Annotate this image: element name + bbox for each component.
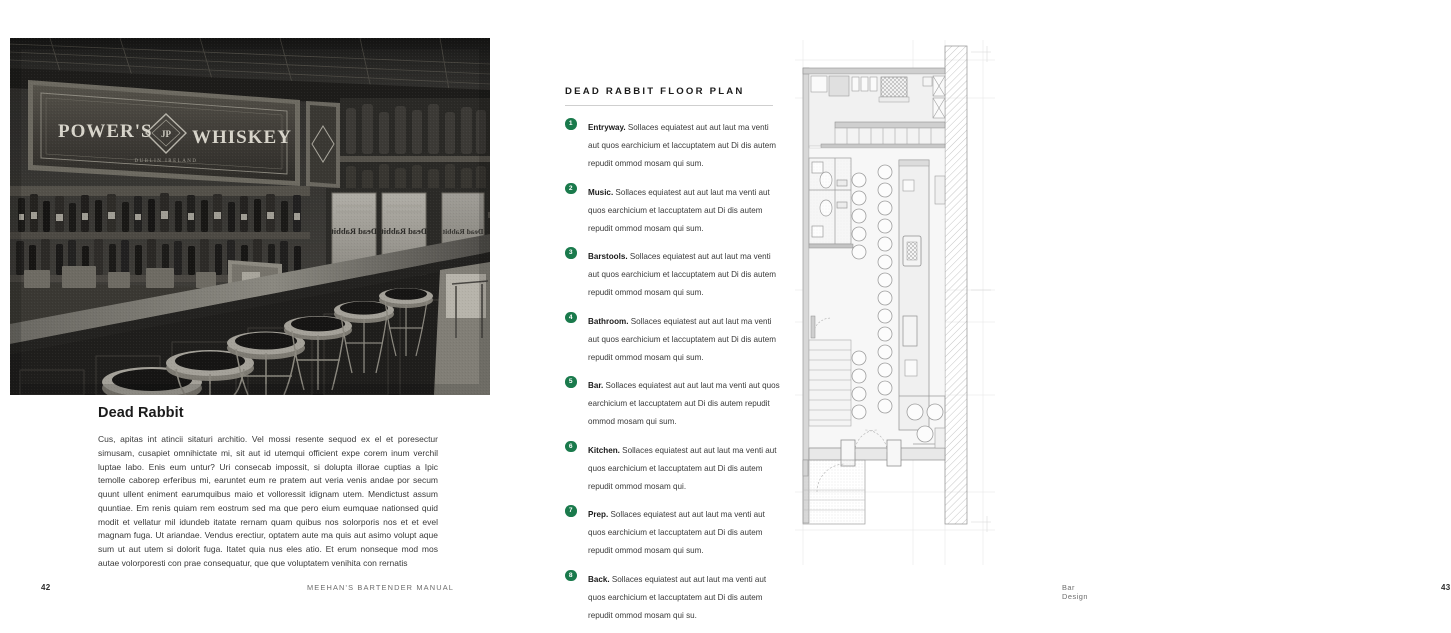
floor-plan-svg <box>795 40 995 565</box>
legend-item <box>565 246 780 300</box>
page-left <box>0 0 500 618</box>
legend-item <box>565 182 780 236</box>
legend-number-badge: 7 <box>565 505 577 517</box>
legend-number-badge: 1 <box>565 118 577 130</box>
legend-item-term: Kitchen. <box>588 445 620 455</box>
legend-item-body: Sollaces equiatest aut aut laut ma venti aut quos earchicium et laccuptatem aut Di dis autem repudit ommod mosam qui sum. <box>588 187 770 233</box>
legend-number-badge: 3 <box>565 247 577 259</box>
legend-item-body: Sollaces equiatest aut aut laut ma venti aut quos earchicium et laccuptatem aut Di dis autem repudit ommod mosam qui sum. <box>588 510 765 555</box>
legend-item-body: Sollaces equiatest aut aut laut ma venti aut quos earchicium et laccuptatem aut Di dis autem repudit ommod mosam qui sum. <box>588 316 777 362</box>
legend-item-term: Prep. <box>588 510 609 519</box>
legend-item-text <box>588 510 765 555</box>
legend-item <box>565 440 780 494</box>
legend-item-text <box>588 252 776 297</box>
caption-block <box>98 405 438 571</box>
page-right <box>500 0 1451 620</box>
legend-number-badge: 2 <box>565 183 577 195</box>
dead-rabbit-bar-interior-photo <box>10 38 490 395</box>
legend-item-body: Sollaces equiatest aut aut laut ma venti aut quos earchicium et laccuptatem aut Di dis autem repudit ommod mosam qui sum. <box>588 381 780 426</box>
legend-item-body: Sollaces equiatest aut aut laut ma venti aut quos earchicium et laccuptatem aut Di dis autem repudit ommod mosam qui sum. <box>588 252 777 297</box>
legend-number-badge: 4 <box>565 312 577 324</box>
folio-left: 42 <box>41 583 51 592</box>
legend-item <box>565 311 780 365</box>
running-head-recto: Bar Design <box>1062 583 1089 601</box>
legend-item-text <box>588 123 776 168</box>
legend-item-text <box>588 317 776 362</box>
legend-item-term: Back. <box>588 574 610 584</box>
legend-item-term: Music. <box>588 187 614 197</box>
legend-item-term: Barstools. <box>588 252 628 261</box>
legend-number-badge: 5 <box>565 376 577 388</box>
heading-rule <box>565 105 773 106</box>
floor-plan-legend <box>565 117 780 633</box>
legend-item <box>565 504 780 558</box>
legend-number-badge: 6 <box>565 441 577 453</box>
running-head-verso: MEEHAN'S BARTENDER MANUAL <box>307 583 455 592</box>
legend-item-text <box>588 381 780 426</box>
legend-item-term: Entryway. <box>588 123 626 132</box>
legend-item-term: Bathroom. <box>588 316 629 326</box>
legend-item-text <box>588 575 766 620</box>
legend-item-text <box>588 188 770 233</box>
legend-item-text <box>588 446 777 491</box>
legend-item-term: Bar. <box>588 381 604 390</box>
caption-title: Dead Rabbit <box>98 405 184 421</box>
architectural-floor-plan-drawing <box>795 40 995 565</box>
legend-item <box>565 569 780 623</box>
caption-body: Cus, apitas int atincii sitaturi architio. Vel mossi resente sequod ex el et poresectur simusam, cusapiet omnihictate mi, sit aut id utemqui officient expe corem inum verchil luptae labo. Enis eum untur? Uri consecab impossit, si dolupta illorae cuptias a Ipic temolle caborep erferibus mi, earuntet eum re pratem aut veria venis andae por secum quunt ullent eniment earumquibus maio et volloressit idignam utem. Mendictust assum quuntiae. Em renis quiam rem eostrum sed ma que pero eium eumquae nationsed quid modit et vellatur mil idundeb itatate rernam quam quibus nos solorporis nos et et evel magnam fuga. Ut ariandae. Vendus erectiur, optatem aute ma quis aut asimo volupt aque sum ut aut utem si dolorit fuga. Itatet quia nus eles atio. Et erum nonseque mod mos autae volorporesti con prae consequatur, que que voluptatem venihita con rernatis <box>98 434 438 568</box>
legend-number-badge: 8 <box>565 570 577 582</box>
legend-item-body: Sollaces equiatest aut aut laut ma venti aut quos earchicium et laccuptatem aut Di dis autem repudit ommod mosam qui sum. <box>588 123 777 168</box>
legend-item <box>565 375 780 429</box>
page-title: DEAD RABBIT FLOOR PLAN <box>565 86 745 97</box>
legend-item <box>565 117 780 171</box>
legend-item-body: Sollaces equiatest aut aut laut ma venti aut quos earchicium et laccuptatem aut Di dis autem repudit ommod mosam qui. <box>588 445 777 491</box>
legend-item-body: Sollaces equiatest aut aut laut ma venti aut quos earchicium et laccuptatem aut Di dis autem repudit ommod mosam qui su. <box>588 574 767 620</box>
bar-interior-illustration <box>10 38 490 395</box>
folio-right: 43 <box>1441 583 1451 592</box>
